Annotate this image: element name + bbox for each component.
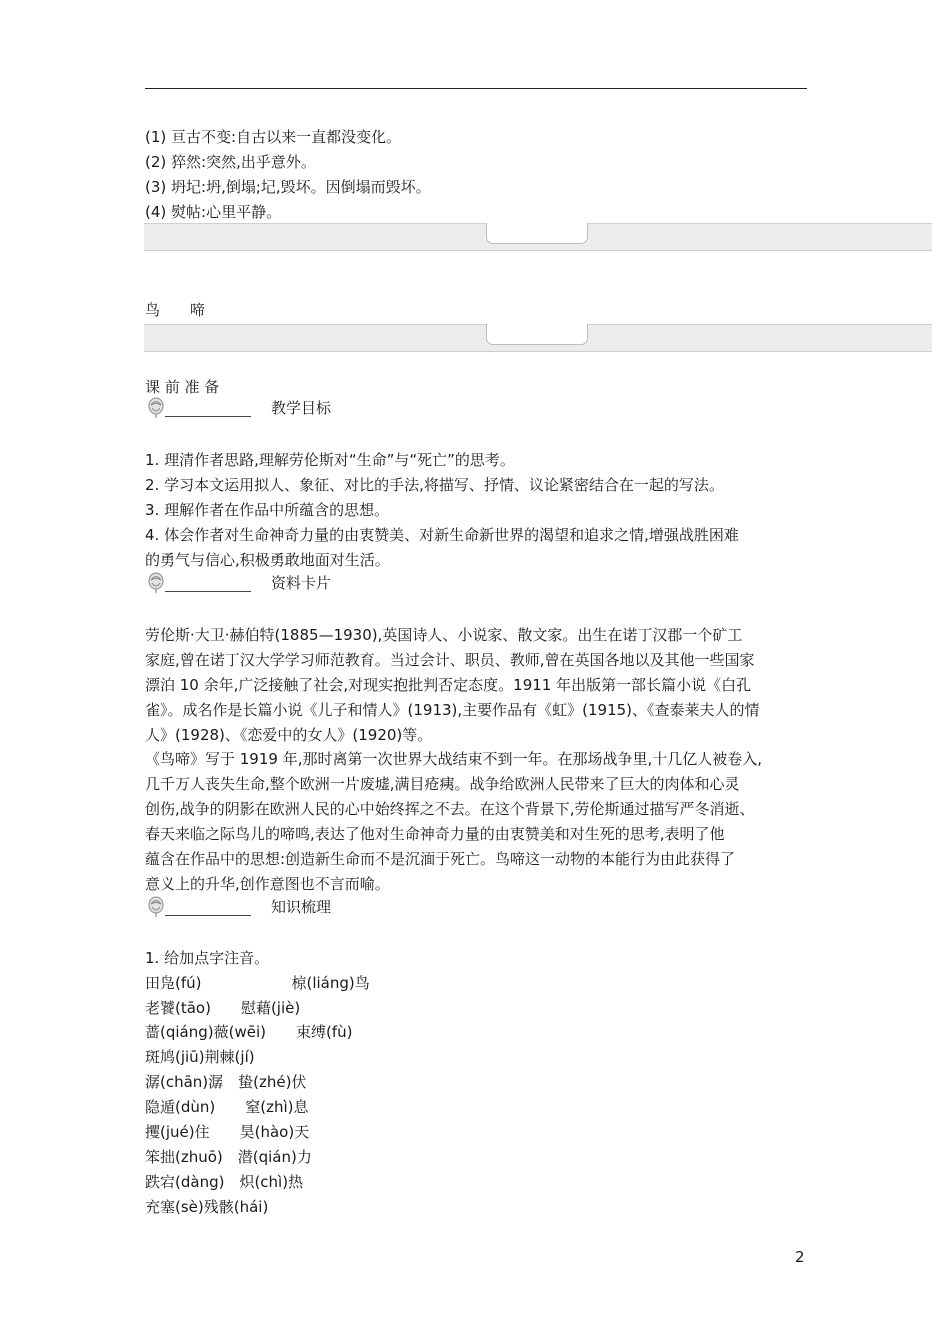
flower-icon [145,571,167,593]
section-title: 资料卡片 [271,574,332,592]
info-line: 春天来临之际鸟儿的啼鸣,表达了他对生命神奇力量的由衷赞美和对生死的思考,表明了他 [145,825,725,843]
info-line: 人》(1928)、《恋爱中的女人》(1920)等。 [145,726,433,744]
note-line: (1) 亘古不变:自古以来一直都没变化。 [145,128,402,146]
info-line: 意义上的升华,创作意图也不言而喻。 [145,875,390,893]
note-line: (2) 猝然:突然,出乎意外。 [145,153,316,171]
lesson-title: 鸟 啼 [145,301,206,319]
flower-icon [145,396,167,418]
pinyin-line: 蔷(qiáng)薇(wēi) 束缚(fù) [145,1023,353,1041]
goal-line: 4. 体会作者对生命神奇力量的由衷赞美、对新生命新世界的渴望和追求之情,增强战胜困难 [145,526,739,544]
note-line: (3) 坍圮:坍,倒塌;圮,毁坏。因倒塌而毁坏。 [145,178,431,196]
goal-line: 1. 理清作者思路,理解劳伦斯对“生命”与“死亡”的思考。 [145,451,515,469]
section-divider [144,223,932,251]
goal-line: 3. 理解作者在作品中所蕴含的思想。 [145,501,390,519]
goal-line: 的勇气与信心,积极勇敢地面对生活。 [145,551,390,569]
info-line: 雀》。成名作是长篇小说《儿子和情人》(1913),主要作品有《虹》(1915)、《查泰莱夫人的情 [145,701,760,719]
pinyin-line: 斑鸠(jiū)荆棘(jí) [145,1048,255,1066]
info-line: 创伤,战争的阴影在欧洲人民的心中始终挥之不去。在这个背景下,劳伦斯通过描写严冬消逝、 [145,800,755,818]
pinyin-line: 潺(chān)潺 蛰(zhé)伏 [145,1073,307,1091]
header-rule [145,88,807,89]
pinyin-line: 攫(jué)住 昊(hào)天 [145,1123,310,1141]
exercise-title: 1. 给加点字注音。 [145,949,270,967]
prep-heading: 课 前 准 备 [145,378,220,396]
pinyin-line: 隐遁(dùn) 窒(zhì)息 [145,1098,309,1116]
flower-icon [145,895,167,917]
info-line: 家庭,曾在诺丁汉大学学习师范教育。当过会计、职员、教师,曾在英国各地以及其他一些国家 [145,651,755,669]
section-title: 知识梳理 [271,898,332,916]
info-line: 几千万人丧失生命,整个欧洲一片废墟,满目疮痍。战争给欧洲人民带来了巨大的肉体和心灵 [145,775,740,793]
section-title: 教学目标 [271,399,332,417]
info-line: 劳伦斯·大卫·赫伯特(1885—1930),英国诗人、小说家、散文家。出生在诺丁汉郡一个矿工 [145,626,743,644]
pinyin-line: 田凫(fú) 椋(liáng)鸟 [145,974,370,992]
note-line: (4) 熨帖:心里平静。 [145,203,282,221]
pinyin-line: 笨拙(zhuō) 潜(qián)力 [145,1148,312,1166]
page-number: 2 [795,1248,805,1266]
info-line: 蕴含在作品中的思想:创造新生命而不是沉湎于死亡。鸟啼这一动物的本能行为由此获得了 [145,850,736,868]
goal-line: 2. 学习本文运用拟人、象征、对比的手法,将描写、抒情、议论紧密结合在一起的写法。 [145,476,724,494]
pinyin-line: 充塞(sè)残骸(hái) [145,1198,269,1216]
pinyin-line: 老饕(tāo) 慰藉(jiè) [145,999,301,1017]
info-line: 《鸟啼》写于 1919 年,那时离第一次世界大战结束不到一年。在那场战争里,十几亿人被卷入, [145,750,763,768]
info-line: 漂泊 10 余年,广泛接触了社会,对现实抱批判否定态度。1911 年出版第一部长篇小说《白孔 [145,676,752,694]
section-divider [144,324,932,352]
pinyin-line: 跌宕(dàng) 炽(chì)热 [145,1173,304,1191]
